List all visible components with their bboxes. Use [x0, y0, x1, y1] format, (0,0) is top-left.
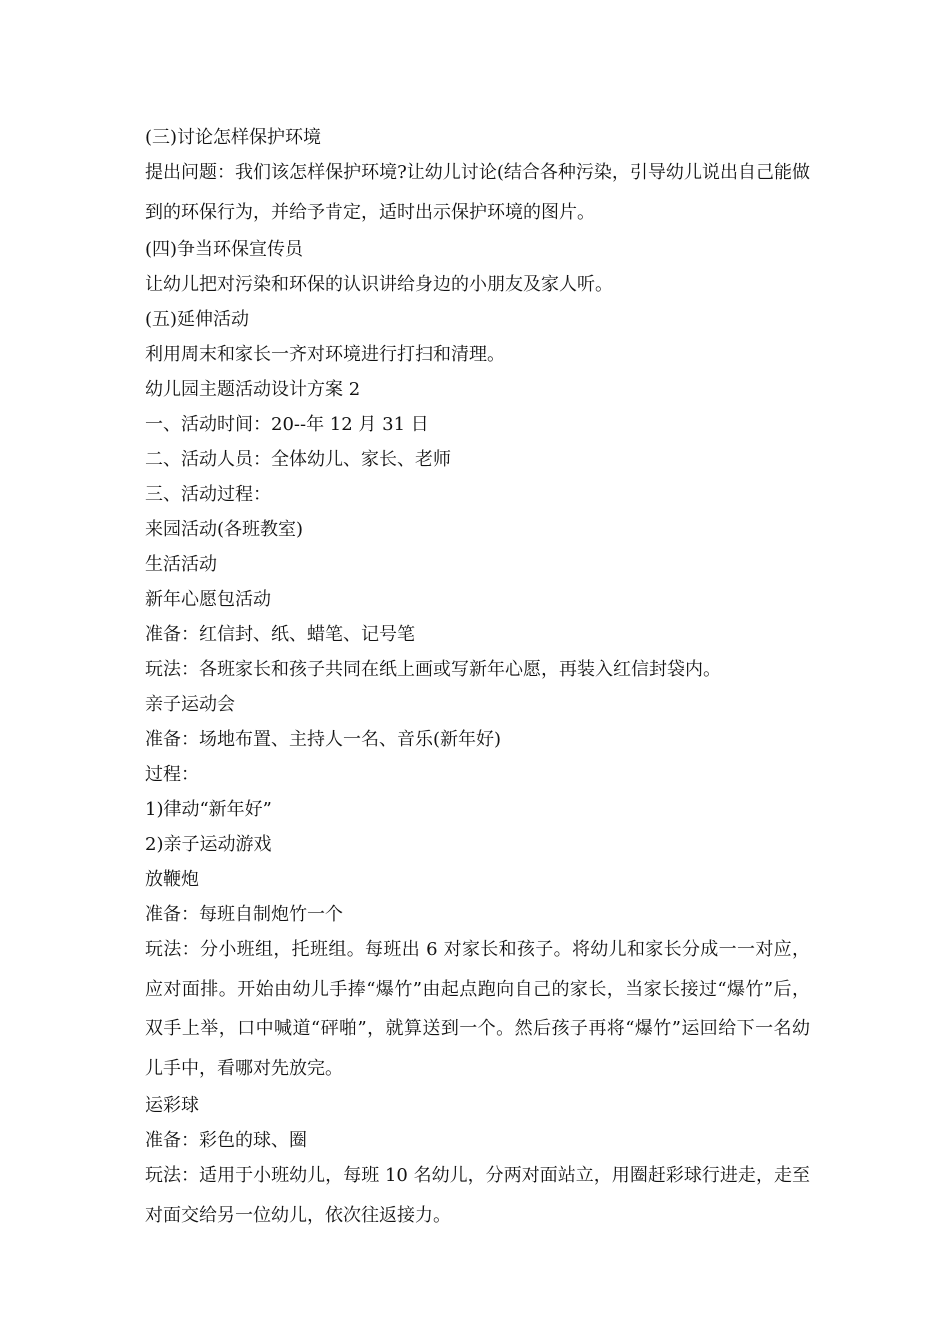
text-line: 准备：场地布置、主持人一名、音乐(新年好) — [145, 729, 502, 750]
paragraph: 提出问题：我们该怎样保护环境?让幼儿讨论(结合各种污染，引导幼儿说出自己能做到的环保行为，并给予肯定，适时出示保护环境的图片。 — [145, 162, 810, 223]
section-heading: (三)讨论怎样保护环境 — [145, 127, 322, 148]
text-line: 玩法：各班家长和孩子共同在纸上画或写新年心愿，再装入红信封袋内。 — [145, 659, 721, 680]
section-heading: (四)争当环保宣传员 — [145, 239, 304, 260]
document-body — [145, 120, 810, 1235]
text-line: 三、活动过程： — [145, 484, 271, 505]
section-heading: (五)延伸活动 — [145, 309, 250, 330]
paragraph: 玩法：分小班组，托班组。每班出 6 对家长和孩子。将幼儿和家长分成一一对应，应对面排。开始由幼儿手捧“爆竹”由起点跑向自己的家长，当家长接过“爆竹”后，双手上举，口中喊道“砰啪”，就算送到一个。然后孩子再将“爆竹”运回给下一名幼儿手中，看哪对先放完。 — [145, 939, 810, 1079]
text-line: 一、活动时间：20--年 12 月 31 日 — [145, 414, 429, 435]
paragraph: 玩法：适用于小班幼儿，每班 10 名幼儿，分两对面站立，用圈赶彩球行进走，走至对面交给另一位幼儿，依次往返接力。 — [145, 1165, 810, 1226]
text-line: 来园活动(各班教室) — [145, 519, 304, 540]
text-line: 1)律动“新年好” — [145, 799, 272, 820]
text-line: 生活活动 — [145, 554, 217, 575]
text-line: 放鞭炮 — [145, 869, 199, 890]
document-title: 幼儿园主题活动设计方案 2 — [145, 379, 361, 400]
text-line: 准备：每班自制炮竹一个 — [145, 904, 343, 925]
text-line: 让幼儿把对污染和环保的认识讲给身边的小朋友及家人听。 — [145, 274, 613, 295]
text-line: 利用周末和家长一齐对环境进行打扫和清理。 — [145, 344, 505, 365]
text-line: 2)亲子运动游戏 — [145, 834, 272, 855]
text-line: 新年心愿包活动 — [145, 589, 271, 610]
text-line: 运彩球 — [145, 1095, 199, 1116]
text-line: 过程： — [145, 764, 199, 785]
text-line: 准备：红信封、纸、蜡笔、记号笔 — [145, 624, 415, 645]
text-line: 二、活动人员：全体幼儿、家长、老师 — [145, 449, 451, 470]
text-line: 准备：彩色的球、圈 — [145, 1130, 307, 1151]
text-line: 亲子运动会 — [145, 694, 235, 715]
